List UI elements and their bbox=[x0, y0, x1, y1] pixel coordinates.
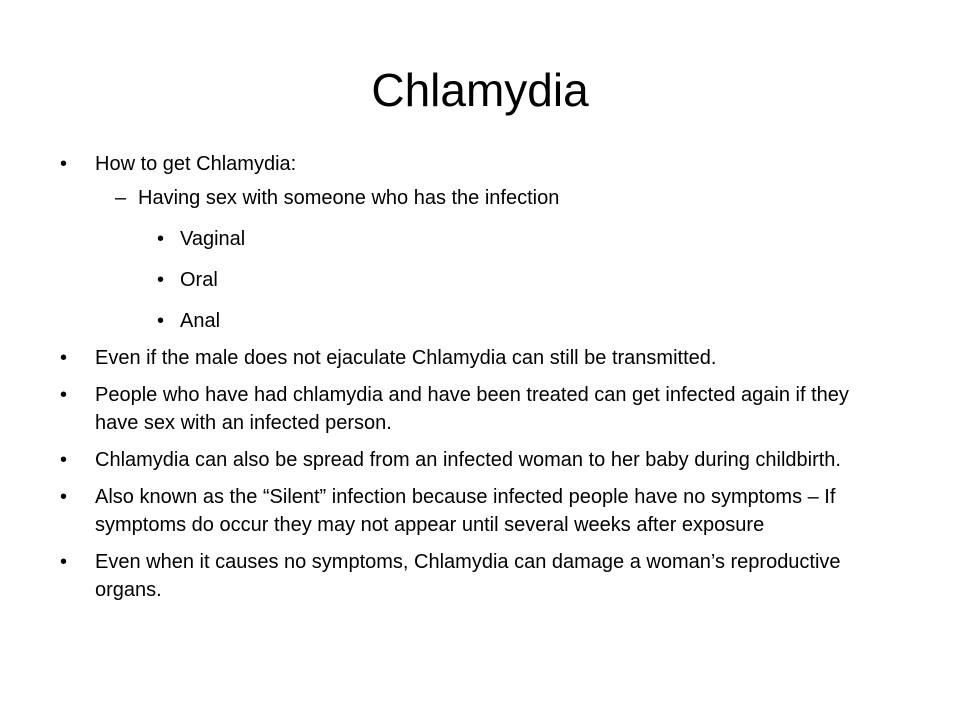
list-item bbox=[60, 184, 890, 212]
list-item-text: How to get Chlamydia: bbox=[95, 153, 297, 175]
list-item bbox=[60, 483, 890, 539]
list-item-text: Even when it causes no symptoms, Chlamydia can damage a woman’s reproductive organs. bbox=[95, 551, 841, 601]
list-item-text: Oral bbox=[180, 269, 218, 291]
list-item bbox=[60, 307, 890, 335]
list-item-text: Vaginal bbox=[180, 228, 246, 250]
bullet-icon: • bbox=[60, 384, 68, 406]
list-item bbox=[60, 344, 890, 372]
list-item-text: Anal bbox=[180, 310, 221, 332]
bullet-icon: • bbox=[60, 486, 68, 508]
list-item bbox=[60, 548, 890, 604]
bullet-icon: • bbox=[60, 153, 68, 175]
bullet-icon: • bbox=[157, 228, 165, 250]
slide-body bbox=[60, 150, 890, 604]
bullet-icon: • bbox=[60, 551, 68, 573]
list-item bbox=[60, 150, 890, 178]
bullet-icon: • bbox=[60, 347, 68, 369]
list-item-text: Chlamydia can also be spread from an infected woman to her baby during childbirth. bbox=[95, 449, 841, 471]
bullet-icon: • bbox=[157, 310, 165, 332]
list-item bbox=[60, 225, 890, 253]
dash-icon: – bbox=[115, 187, 127, 209]
list-item bbox=[60, 266, 890, 294]
list-item bbox=[60, 446, 890, 474]
slide-title: Chlamydia bbox=[371, 64, 589, 116]
bullet-icon: • bbox=[157, 269, 165, 291]
list-item-text: Even if the male does not ejaculate Chlamydia can still be transmitted. bbox=[95, 347, 717, 369]
bullet-icon: • bbox=[60, 449, 68, 471]
list-item-text: Having sex with someone who has the infection bbox=[138, 187, 560, 209]
list-item-text: Also known as the “Silent” infection because infected people have no symptoms – If symptoms do occur they may not appear until several weeks after exposure bbox=[95, 486, 836, 536]
list-item bbox=[60, 381, 890, 437]
list-item-text: People who have had chlamydia and have been treated can get infected again if they have sex with an infected person. bbox=[95, 384, 849, 434]
